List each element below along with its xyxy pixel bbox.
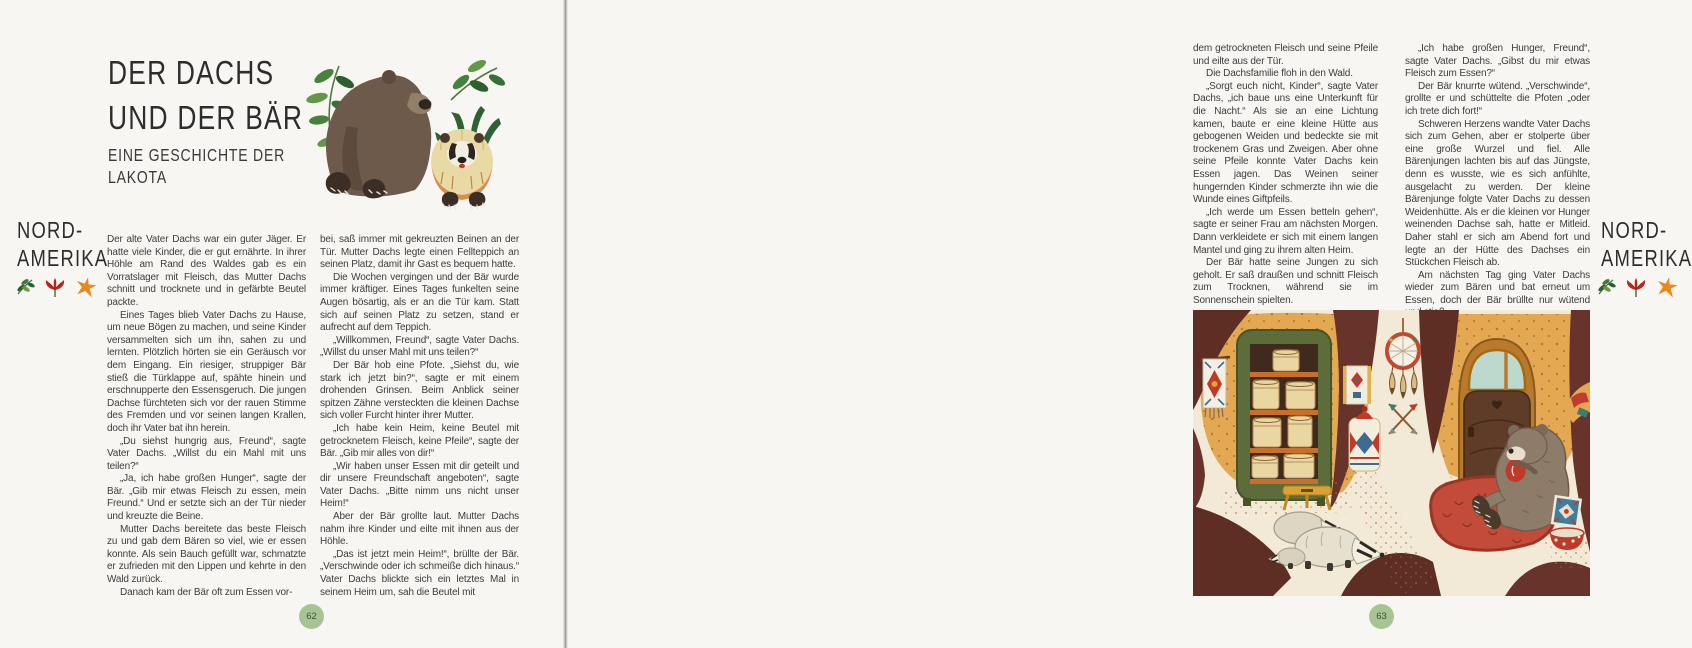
story-paragraph: dem getrockneten Fleisch und seine Pfeile und eilte aus der Tür.	[1193, 43, 1378, 67]
story-paragraph: Der alte Vater Dachs war ein guter Jäger. Er hatte viele Kinder, die er gut ernährte. In ihrer Höhle am Rand des Waldes gab es ein Vorratslager mit Fleisch, das Mutter Dachs schnitt und trocknete und in gefärbte Beutel packte.	[107, 234, 306, 308]
title-line2: UND DER BÄR	[108, 99, 304, 136]
story-paragraph: „Ich habe großen Hunger, Freund“, sagte Vater Dachs. „Gibst du mir etwas Fleisch zum Essen?“	[1405, 43, 1590, 80]
region-label-right	[1601, 216, 1692, 272]
region-line1: NORD-	[1601, 217, 1668, 243]
page-number-badge	[1369, 604, 1394, 629]
cabinet	[1237, 330, 1331, 506]
story-paragraph: Der Bär hatte seine Jungen zu sich geholt. Er saß draußen und schnitt Fleisch zum Trocknen, während sie im Sonnenschein spielten.	[1193, 257, 1378, 306]
bear-and-badger-illustration	[293, 56, 507, 232]
story-paragraph: „Ich habe kein Heim, keine Beutel mit getrocknetem Fleisch, keine Pfeile“, sagte der Bär. „Gib mir alles von dir!“	[320, 422, 519, 460]
story-paragraph: „Wir haben unser Essen mit dir geteilt und dir unsere Freundschaft angeboten“, sagte Vater Dachs. „Bitte nimm uns nicht unser Heim!“	[320, 460, 519, 510]
story-paragraph: Aber der Bär grollte laut. Mutter Dachs nahm ihre Kinder und eilte mit ihnen aus der Höhle.	[320, 511, 519, 548]
region-icons-left	[14, 276, 98, 298]
text-column-left-2	[320, 234, 519, 599]
story-paragraph: Schweren Herzens wandte Vater Dachs sich zum Gehen, aber er stolperte über eine große Wurzel und fiel. Alle Bärenjungen lachten bis auf das Jüngste, denn es wusste, wie es sich anfühlte, ausgelacht zu werden. Der kleine Bärenjunge folgte Vater Dachs zu dessen Weidenhütte. Als er die kleinen vor Hunger weinenden Dachse sah, hatte er Mitleid. Daher stahl er sich am Abend fort und legte an der Hütte des Dachses ein Stückchen Fleisch ab.	[1405, 118, 1590, 269]
story-paragraph: „Sorgt euch nicht, Kinder“, sagte Vater Dachs, „ich baue uns eine Unterkunft für die Nacht.“ Als sie an eine Lichtung kamen, baute er eine kleine Hütte aus gebogenen Weiden und bedeckte sie mit trockenem Gras und Zweigen. Aber ohne seine Pfeile konnte Vater Dachs kein Essen jagen. Das Weinen seiner hungernden Kinder schmerzte ihn wie die Wunde eines Giftpfeils.	[1193, 80, 1378, 206]
leaf-twig-icon	[14, 276, 36, 298]
leaf-sprig-right	[451, 58, 507, 100]
story-paragraph: Die Dachsfamilie floh in den Wald.	[1206, 68, 1353, 80]
story-paragraph: „Das ist jetzt mein Heim!“, brüllte der Bär. „Verschwinde oder ich schmeiße dich hinaus.“ Vater Dachs blickte sich ein letztes Mal in seinem Heim um, sah die Beutel mit	[320, 548, 519, 598]
subtitle-line1: EINE GESCHICHTE DER	[108, 145, 285, 165]
text-column-right-1	[1193, 43, 1378, 307]
story-paragraph: Mutter Dachs bereitete das beste Fleisch zu und gab dem Bären so viel, wie er essen konnte. Als sein Bauch gefüllt war, schmatzte er zufrieden mit den Lippen und kehrte in den Wald zurück.	[107, 523, 306, 586]
story-paragraph: Am nächsten Tag ging Vater Dachs wieder zum Bären und bat erneut um Essen, doch der Bär brüllte nur wütend	[1405, 269, 1590, 306]
badger	[431, 129, 493, 209]
red-flower-icon	[1624, 276, 1648, 298]
region-line1: NORD-	[17, 217, 84, 243]
page-left	[0, 0, 564, 648]
story-paragraph: bei, saß immer mit gekreuzten Beinen an der Tür. Mutter Dachs legte einen Fellteppich an seinen Platz, damit ihr Gast es bequem hatte.	[320, 234, 519, 271]
story-paragraph: „Ich werde um Essen betteln gehen“, sagte er seiner Frau am nächsten Morgen. Dann verkleidete er sich mit einem langen Mantel und ging zu ihrem alten Heim.	[1193, 206, 1378, 256]
region-icons-right	[1595, 276, 1679, 298]
story-paragraph: „Ja, ich habe großen Hunger“, sagte der Bär. „Gib mir etwas Fleisch zu essen, mein Freund.“ Und er setzte sich an der Tür nieder und kreuzte die Beine.	[107, 473, 306, 523]
text-column-left-1	[107, 234, 306, 599]
bear	[326, 70, 432, 198]
red-flower-icon	[43, 276, 67, 298]
page-title	[108, 50, 303, 140]
title-line1: DER DACHS	[108, 54, 275, 91]
page-number-badge	[299, 604, 324, 629]
story-paragraph: Danach kam der Bär oft zum Essen vor-	[120, 586, 293, 598]
region-line2: AMERIKA	[1601, 245, 1692, 271]
story-paragraph: Die Wochen vergingen und der Bär wurde immer kräftiger. Eines Tages funkelten seine Augen bösartig, als er an die Tür kam. Statt sich auf seinen Platz zu setzen, stand er aufrecht auf dem Teppich.	[320, 271, 519, 334]
den-interior-illustration	[1193, 310, 1590, 596]
subtitle-line2: LAKOTA	[108, 167, 168, 187]
page-number: 63	[1376, 611, 1387, 622]
orange-star-icon	[1655, 276, 1679, 298]
story-paragraph: Der Bär hob eine Pfote. „Siehst du, wie stark ich jetzt bin?“, sagte er mit einem drohenden Grinsen. Beim Anblick seiner spitzen Zähne versteckten die kleinen Dachse sich voller Furcht hinter ihrer Mutter.	[320, 359, 519, 422]
story-paragraph: „Willkommen, Freund“, sagte Vater Dachs. „Willst du unser Mahl mit uns teilen?“	[320, 334, 519, 359]
page-subtitle	[108, 144, 285, 188]
orange-star-icon	[74, 276, 98, 298]
page-number: 62	[306, 611, 317, 622]
leaf-twig-icon	[1595, 276, 1617, 298]
text-column-right-2	[1405, 43, 1590, 320]
region-label-left	[17, 216, 108, 272]
page-right	[568, 0, 1692, 648]
region-line2: AMERIKA	[17, 245, 109, 271]
story-paragraph: Eines Tages blieb Vater Dachs zu Hause, um neue Bögen zu machen, und seine Kinder versammelten sich um ihn, sahen zu und lernten. Plötzlich hörten sie ein Geräusch vor dem Eingang. Ein riesiger, struppiger Bär stieß die Türklappe auf, spähte hinein und erschnupperte den Essensgeruch. Die jungen Dachse fürchteten sich vor der rauen Stimme des Fremden und vor seinen langen Krallen, doch ihr Vater bat ihn herein.	[107, 309, 306, 434]
patterned-pouch	[1552, 496, 1581, 526]
story-paragraph: „Du siehst hungrig aus, Freund“, sagte Vater Dachs. „Willst du ein Mahl mit uns teilen?“	[107, 435, 306, 472]
story-paragraph: Der Bär knurrte wütend. „Verschwinde“, grollte er und schüttelte die Pfoten „oder ich trete dich fort!“	[1405, 80, 1590, 117]
